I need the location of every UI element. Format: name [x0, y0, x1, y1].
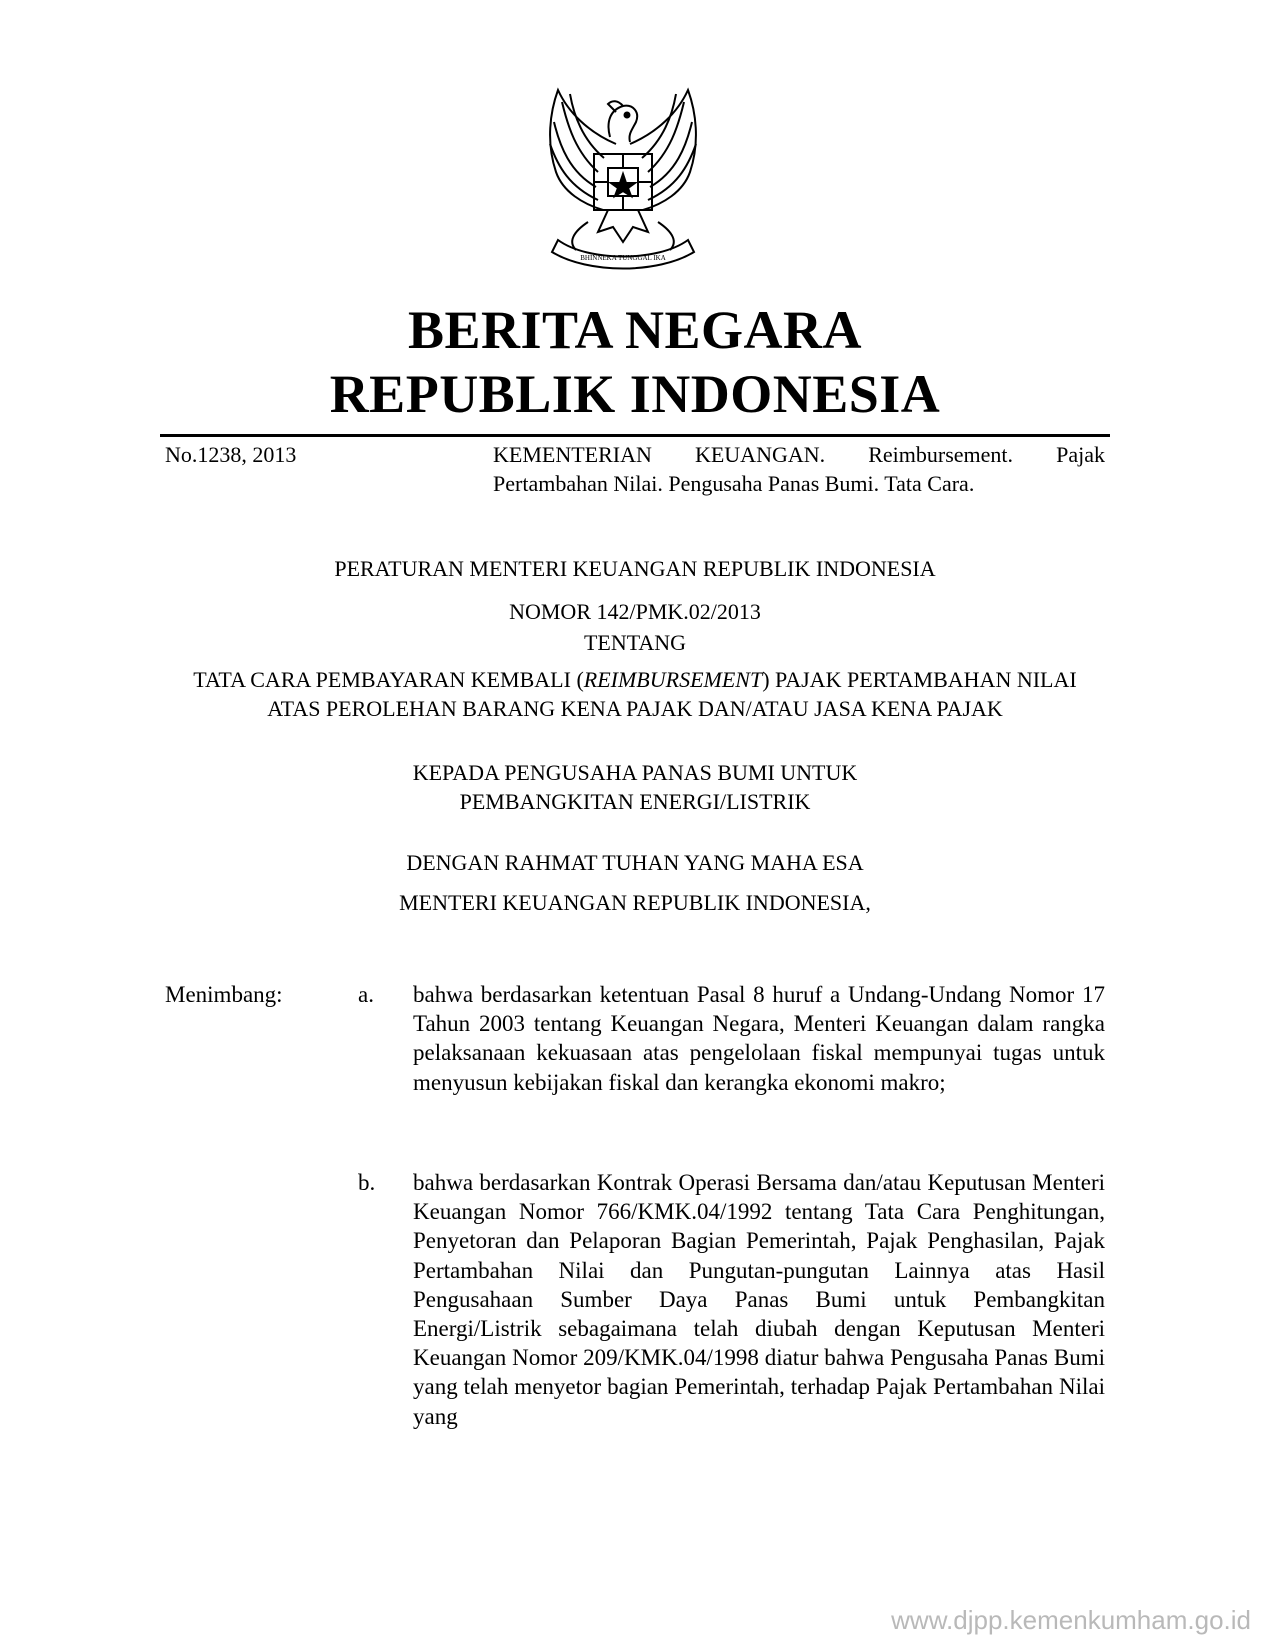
document-number: No.1238, 2013	[165, 442, 297, 467]
regulation-subject-pre: TATA CARA PEMBAYARAN KEMBALI (	[193, 667, 584, 692]
regulation-subject-italic: REIMBURSEMENT	[583, 667, 763, 692]
considering-item-text: bahwa berdasarkan Kontrak Operasi Bersama dan/atau Keputusan Menteri Keuangan Nomor 766/KMK.04/1992 tentang Tata Cara Penghitungan, Penyetoran dan Pelaporan Bagian Pemerintah, Pajak Penghasilan, Pajak Pertambahan Nilai dan Pungutan-pungutan Lainnya atas Hasil Pengusahaan Sumber Daya Panas Bumi untuk Pembangkitan Energi/Listrik sebagaimana telah diubah dengan Keputusan Menteri Keuangan Nomor 209/KMK.04/1998 diatur bahwa Pengusaha Panas Bumi yang telah menyetor bagian Pemerintah, terhadap Pajak Pertambahan Nilai yang	[413, 1170, 1105, 1429]
masthead-title: BERITA NEGARA	[407, 300, 863, 360]
regulation-about: TENTANG	[583, 630, 687, 655]
masthead-subtitle: REPUBLIK INDONESIA	[329, 364, 941, 424]
subject-line2-text: KEPADA PENGUSAHA PANAS BUMI UNTUK	[412, 760, 858, 785]
considering-label: Menimbang:	[165, 982, 283, 1007]
regulation-subject-line2	[180, 758, 1090, 816]
invocation: DENGAN RAHMAT TUHAN YANG MAHA ESA	[406, 850, 864, 875]
website-watermark: www.djpp.kemenkumham.go.id	[891, 1605, 1251, 1635]
considering-item-marker: a.	[358, 982, 374, 1007]
considering-item-text: bahwa berdasarkan ketentuan Pasal 8 huruf a Undang-Undang Nomor 17 Tahun 2003 tentang Keuangan Negara, Menteri Keuangan dalam rangka pelaksanaan kekuasaan atas pengelolaan fiskal mempunyai tugas untuk menyusun kebijakan fiskal dan kerangka ekonomi makro;	[413, 982, 1105, 1095]
document-subject: KEMENTERIAN KEUANGAN. Reimbursement. Pajak Pertambahan Nilai. Pengusaha Panas Bumi. Tata Cara.	[493, 442, 1105, 496]
considering-item-marker: b.	[358, 1170, 376, 1195]
garuda-emblem-icon	[528, 82, 718, 277]
masthead-rule	[160, 434, 1110, 437]
regulation-number: NOMOR 142/PMK.02/2013	[509, 599, 761, 624]
authority: MENTERI KEUANGAN REPUBLIK INDONESIA,	[399, 890, 871, 915]
subject-line3-text: PEMBANGKITAN ENERGI/LISTRIK	[459, 789, 811, 814]
regulation-title: PERATURAN MENTERI KEUANGAN REPUBLIK INDONESIA	[334, 556, 936, 581]
regulation-subject	[180, 665, 1090, 723]
emblem-motto: BHINNEKA TUNGGAL IKA	[580, 254, 666, 262]
regulation-subject-post: ) PAJAK PERTAMBAHAN NILAI ATAS PEROLEHAN BARANG KENA PAJAK DAN/ATAU JASA KENA PAJAK	[267, 667, 1077, 721]
